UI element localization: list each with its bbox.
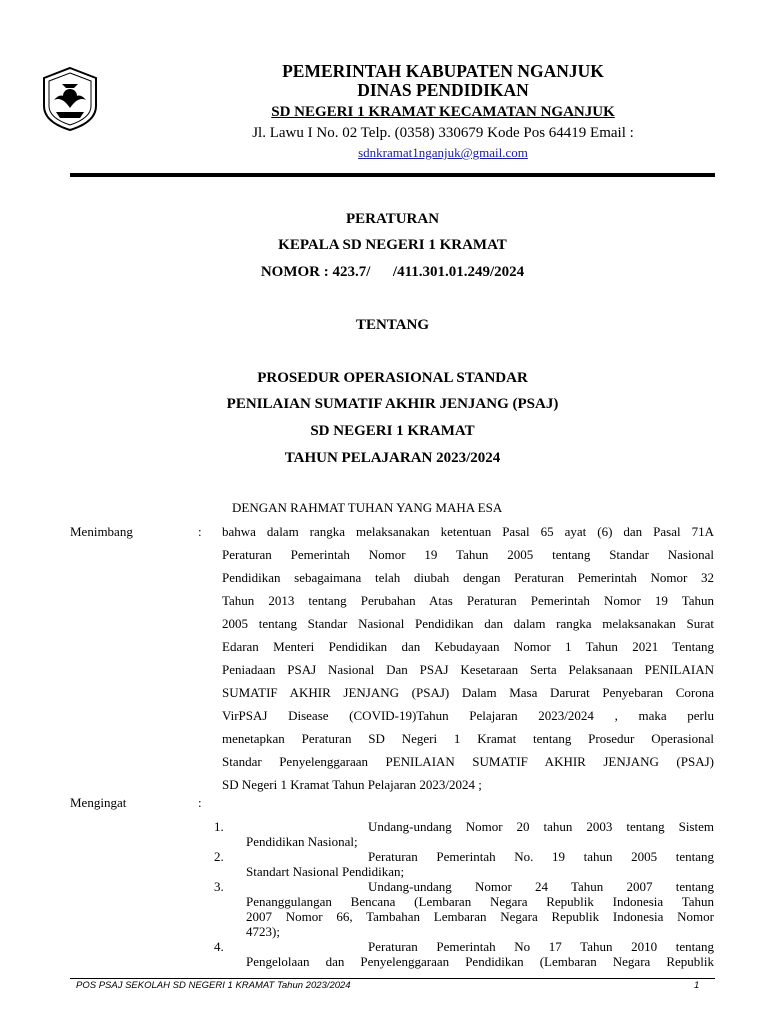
- school-name: SD NEGERI 1 KRAMAT KECAMATAN NGANJUK: [271, 104, 615, 120]
- mengingat-colon: :: [198, 795, 202, 810]
- mengingat-item-line: Standart Nasional Pendidikan;: [246, 864, 405, 879]
- mengingat-item-line: Peraturan Pemerintah No. 19 tahun 2005 tentang: [368, 849, 714, 864]
- menimbang-line: Tahun 2013 tentang Perubahan Atas Peraturan Pemerintah Nomor 19 Tahun: [222, 593, 714, 608]
- mengingat-item-line: 4723);: [246, 924, 280, 939]
- menimbang-line: menetapkan Peraturan SD Negeri 1 Kramat tentang Prosedur Operasional: [222, 731, 714, 746]
- menimbang-line: Pendidikan sebagaimana telah diubah dengan Peraturan Pemerintah Nomor 32: [222, 570, 714, 585]
- menimbang-line: VirPSAJ Disease (COVID-19)Tahun Pelajaran 2023/2024 , maka perlu: [222, 708, 714, 723]
- menimbang-line: Peniadaan PSAJ Nasional Dan PSAJ Kesetaraan Serta Pelaksanaan PENILAIAN: [222, 662, 714, 677]
- mengingat-item-number: 4.: [214, 939, 224, 954]
- mengingat-label: Mengingat: [70, 795, 127, 810]
- subject-line-1: PROSEDUR OPERASIONAL STANDAR: [257, 370, 528, 386]
- menimbang-line: Standar Penyelenggaraan PENILAIAN SUMATIF AKHIR JENJANG (PSAJ): [222, 754, 714, 769]
- mengingat-item-number: 2.: [214, 849, 224, 864]
- footer-divider: [70, 978, 715, 979]
- opening-phrase: DENGAN RAHMAT TUHAN YANG MAHA ESA: [232, 500, 503, 515]
- mengingat-item-number: 3.: [214, 879, 224, 894]
- subject-line-2: PENILAIAN SUMATIF AKHIR JENJANG (PSAJ): [226, 396, 559, 412]
- tentang-heading: TENTANG: [355, 317, 430, 333]
- page-number: 1: [694, 980, 700, 991]
- menimbang-line: bahwa dalam rangka melaksanakan ketentuan Pasal 65 ayat (6) dan Pasal 71A: [222, 524, 714, 539]
- menimbang-label: Menimbang: [70, 524, 133, 539]
- regulation-issuer: KEPALA SD NEGERI 1 KRAMAT: [278, 237, 507, 253]
- mengingat-item-number: 1.: [214, 819, 224, 834]
- regency-emblem-icon: [40, 66, 100, 132]
- subject-line-4: TAHUN PELAJARAN 2023/2024: [284, 450, 501, 466]
- menimbang-colon: :: [198, 524, 202, 539]
- regulation-number: NOMOR : 423.7/ /411.301.01.249/2024: [260, 264, 525, 280]
- menimbang-line: SUMATIF AKHIR JENJANG (PSAJ) Dalam Masa Darurat Penyebaran Corona: [222, 685, 714, 700]
- subject-line-3: SD NEGERI 1 KRAMAT: [310, 423, 475, 439]
- government-name: PEMERINTAH KABUPATEN NGANJUK: [282, 61, 604, 81]
- mengingat-item-line: Pengelolaan dan Penyelenggaraan Pendidikan (Lembaran Negara Republik: [246, 954, 714, 969]
- email-link[interactable]: sdnkramat1nganjuk@gmail.com: [358, 145, 528, 160]
- mengingat-item-line: Undang-undang Nomor 20 tahun 2003 tentang Sistem: [368, 819, 714, 834]
- letterhead-divider: [70, 173, 715, 177]
- footer-text: POS PSAJ SEKOLAH SD NEGERI 1 KRAMAT Tahun 2023/2024: [76, 980, 351, 991]
- menimbang-line: SD Negeri 1 Kramat Tahun Pelajaran 2023/2024 ;: [222, 777, 482, 792]
- mengingat-item-line: Peraturan Pemerintah No 17 Tahun 2010 tentang: [368, 939, 714, 954]
- mengingat-item-line: Penanggulangan Bencana (Lembaran Negara Republik Indonesia Tahun: [246, 894, 714, 909]
- regulation-title: PERATURAN: [345, 211, 440, 227]
- menimbang-line: Edaran Menteri Pendidikan dan Kebudayaan Nomor 1 Tahun 2021 Tentang: [222, 639, 714, 654]
- mengingat-item-line: Pendidikan Nasional;: [246, 834, 358, 849]
- menimbang-line: Peraturan Pemerintah Nomor 19 Tahun 2005 tentang Standar Nasional: [222, 547, 714, 562]
- department-name: DINAS PENDIDIKAN: [357, 80, 529, 100]
- menimbang-line: 2005 tentang Standar Nasional Pendidikan dan dalam rangka melaksanakan Surat: [222, 616, 714, 631]
- mengingat-item-line: Undang-undang Nomor 24 Tahun 2007 tentang: [368, 879, 714, 894]
- mengingat-item-line: 2007 Nomor 66, Tambahan Lembaran Negara Republik Indonesia Nomor: [246, 909, 714, 924]
- school-address: Jl. Lawu I No. 02 Telp. (0358) 330679 Kode Pos 64419 Email :: [252, 125, 634, 141]
